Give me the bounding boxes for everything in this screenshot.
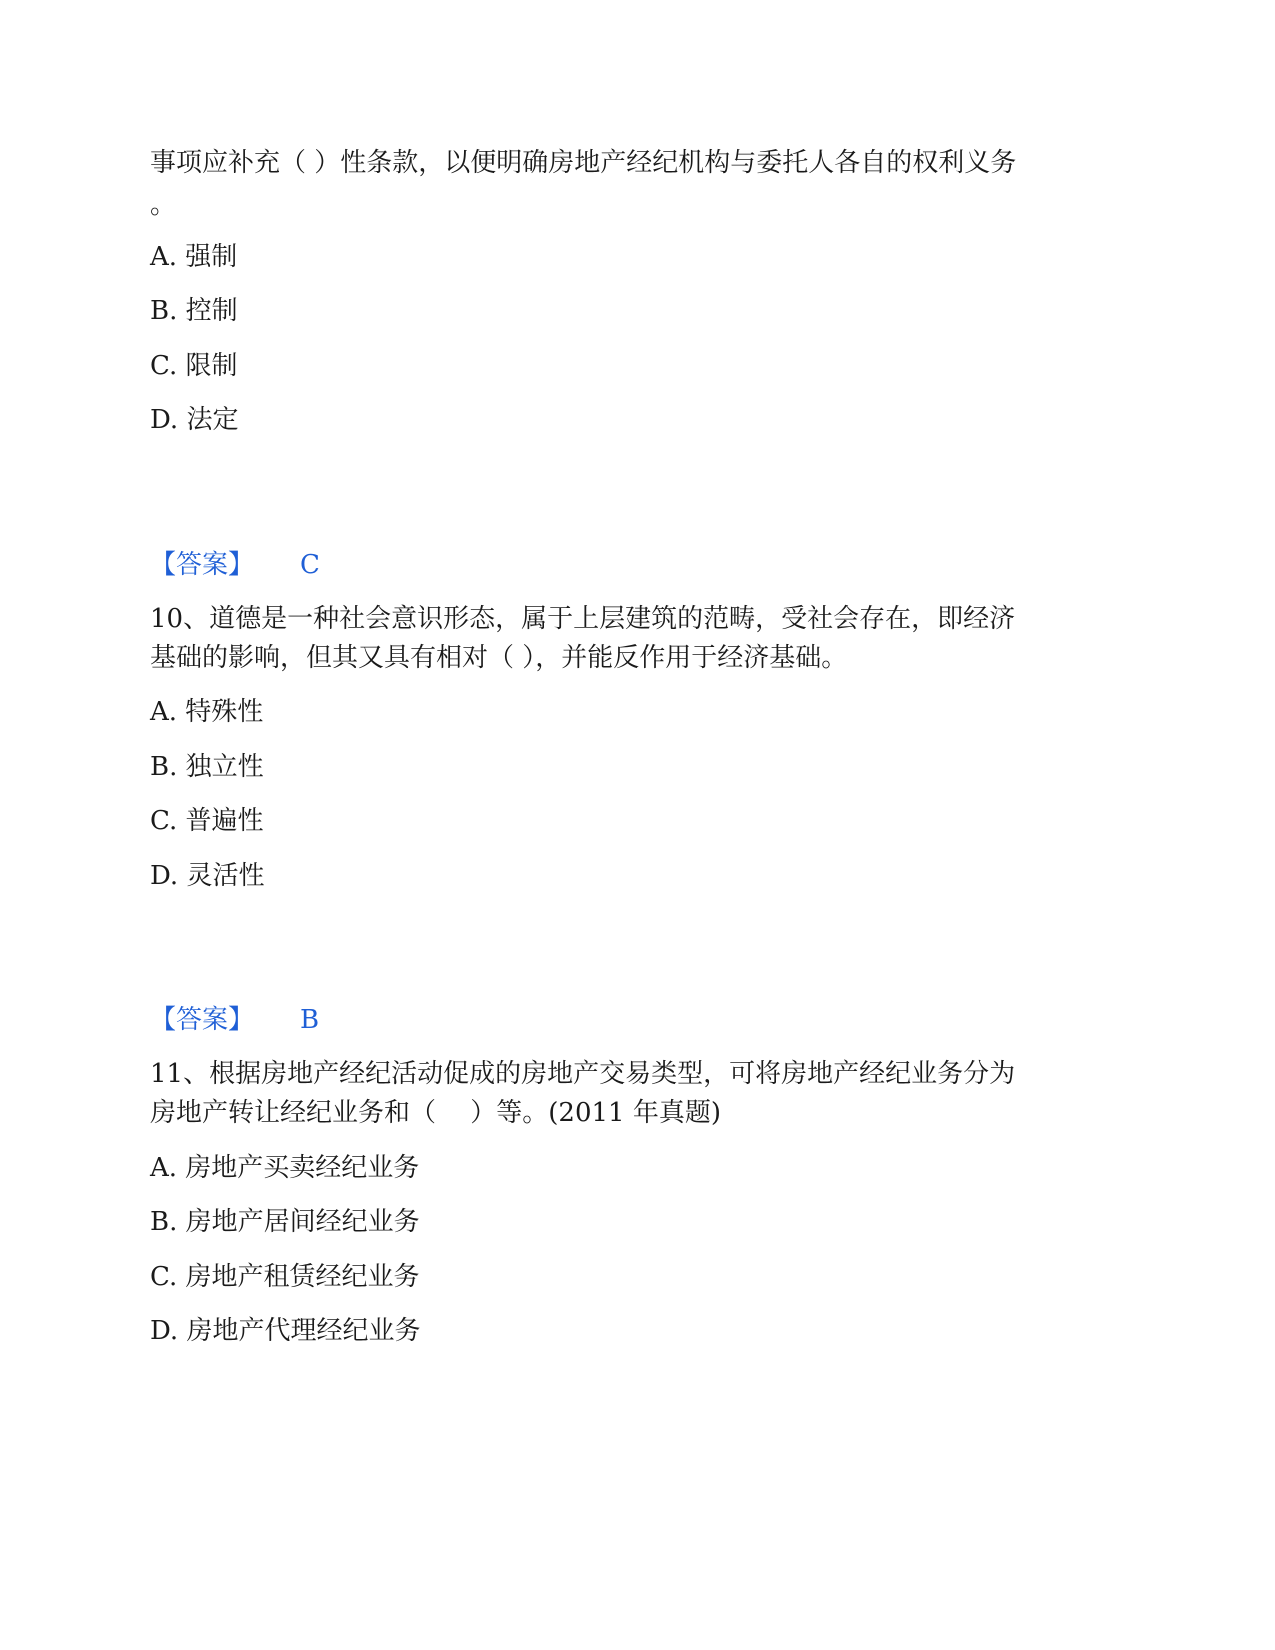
q9-option-c: C. 限制 bbox=[150, 351, 238, 381]
q9-answer-label: 【答案】 bbox=[150, 550, 255, 580]
q10-answer bbox=[150, 1003, 319, 1037]
q9-option-d: D. 法定 bbox=[150, 405, 239, 435]
q10-option-c: C. 普遍性 bbox=[150, 806, 264, 836]
q11-option-d: D. 房地产代理经纪业务 bbox=[150, 1316, 421, 1346]
q11-option-c: C. 房地产租赁经纪业务 bbox=[150, 1262, 420, 1292]
q11-stem-line-2: 房地产转让经纪业务和（ ）等。(2011 年真题) bbox=[150, 1098, 721, 1128]
q10-stem-line-2: 基础的影响，但其又具有相对（ ），并能反作用于经济基础。 bbox=[150, 643, 848, 673]
q11-option-b: B. 房地产居间经纪业务 bbox=[150, 1207, 420, 1237]
q9-stem-line-2: 。 bbox=[150, 190, 177, 220]
q10-option-a: A. 特殊性 bbox=[150, 697, 264, 727]
q11-option-a: A. 房地产买卖经纪业务 bbox=[150, 1153, 420, 1183]
q9-stem-line-1: 事项应补充（ ）性条款，以便明确房地产经纪机构与委托人各自的权利义务 bbox=[150, 148, 1017, 178]
q11-stem-line-1: 11、根据房地产经纪活动促成的房地产交易类型，可将房地产经纪业务分为 bbox=[150, 1059, 1016, 1089]
q10-option-d: D. 灵活性 bbox=[150, 861, 265, 891]
q10-option-b: B. 独立性 bbox=[150, 752, 264, 782]
q10-answer-value: B bbox=[300, 1005, 320, 1035]
q9-answer bbox=[150, 548, 320, 582]
q10-stem-line-1: 10、道德是一种社会意识形态，属于上层建筑的范畴，受社会存在，即经济 bbox=[150, 604, 1016, 634]
q10-answer-label: 【答案】 bbox=[150, 1005, 255, 1035]
q9-option-b: B. 控制 bbox=[150, 296, 238, 326]
q9-answer-value: C bbox=[300, 550, 320, 580]
q9-option-a: A. 强制 bbox=[150, 242, 238, 272]
